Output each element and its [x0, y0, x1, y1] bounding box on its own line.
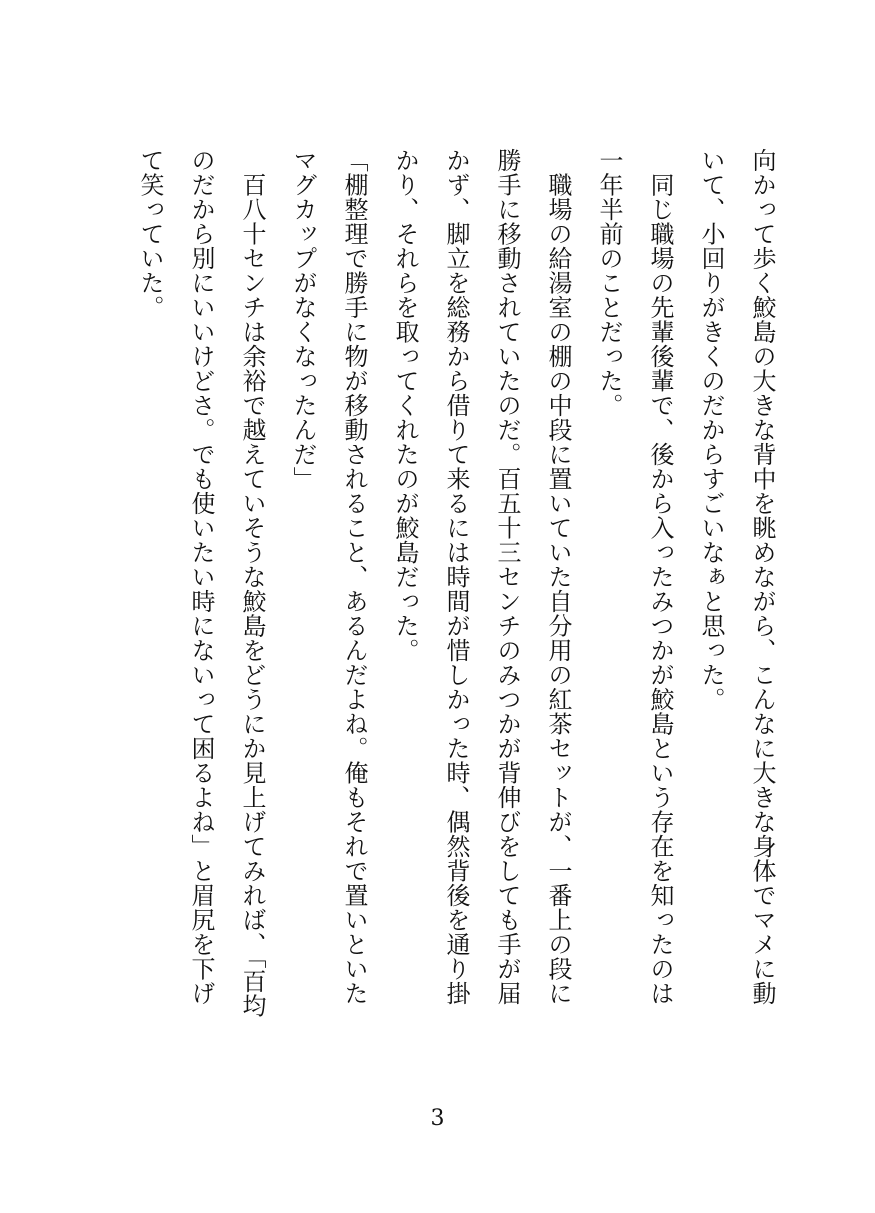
paragraph: 向かって歩く鮫島の大きな背中を眺めながら、こんなに大きな身体でマメに動いて、小回りがきくのだからすごいなぁと思った。	[697, 148, 776, 1006]
novel-text-body	[97, 148, 787, 1028]
paragraph: 「棚整理で勝手に物が移動されること、あるんだよね。俺もそれで置いといたマグカップがなくなったんだ」	[289, 148, 368, 1006]
page-number: 3	[430, 1106, 445, 1131]
paragraph: 百八十センチは余裕で越えていそうな鮫島をどうにか見上げてみれば、「百均のだから別にいいけどさ。でも使いたい時にないって困るよね」と眉尻を下げて笑っていた。	[136, 148, 266, 1018]
paragraph: 職場の給湯室の棚の中段に置いていた自分用の紅茶セットが、一番上の段に勝手に移動されていたのだ。百五十三センチのみつかが背伸びをしても手が届かず、脚立を総務から借りて来るには時間が惜しかった時、偶然背後を通り掛かり、それらを取ってくれたのが鮫島だった。	[391, 148, 572, 1006]
paragraph: 同じ職場の先輩後輩で、後から入ったみつかが鮫島という存在を知ったのは一年半前のことだった。	[595, 148, 674, 1006]
